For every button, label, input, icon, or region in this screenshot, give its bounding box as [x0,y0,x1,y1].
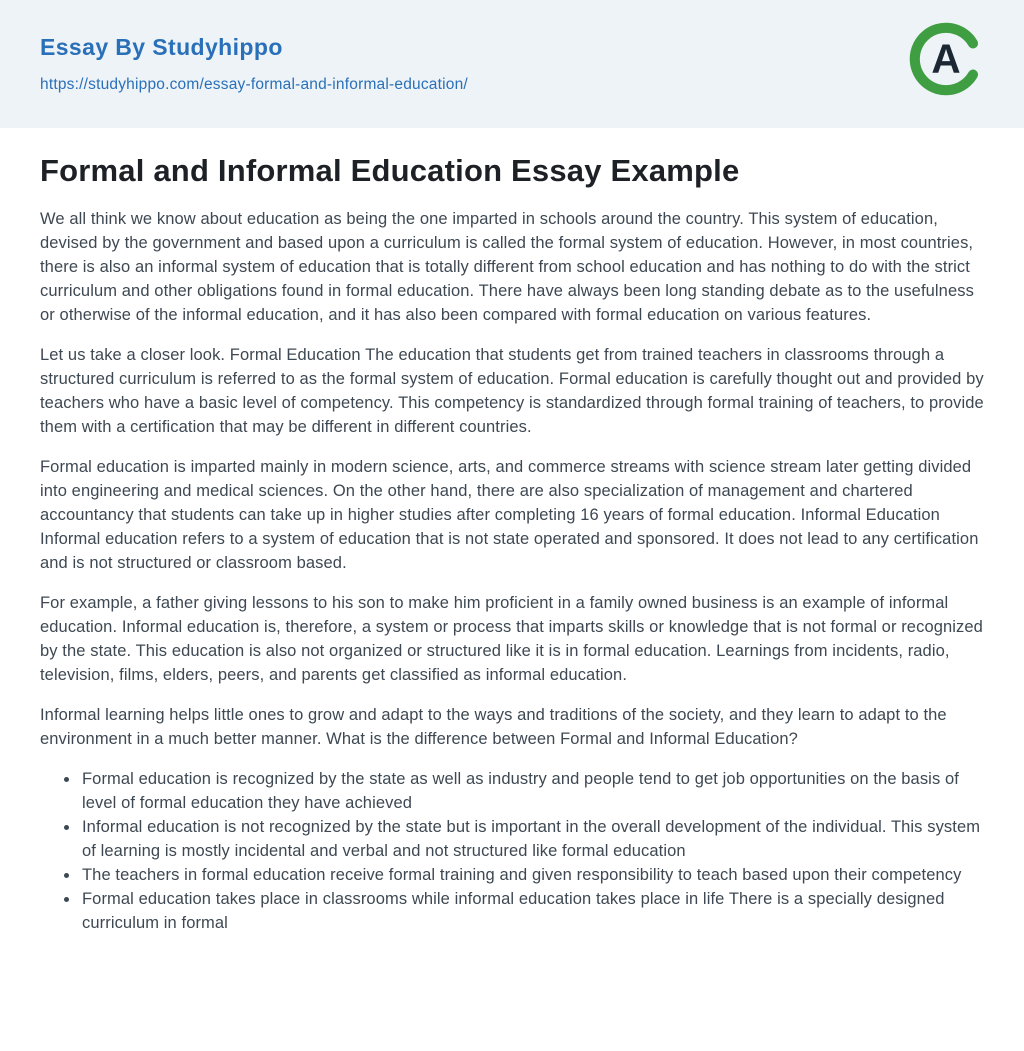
essay-bullet-item: • Formal education is recognized by the state as well as industry and people tend to get job opportunities on the basis of level of formal education they have achieved [80,767,984,815]
essay-title: Formal and Informal Education Essay Example [40,153,740,188]
essay-url-link[interactable]: https://studyhippo.com/essay-formal-and-informal-education/ [40,76,468,93]
studyhippo-logo-icon [907,20,985,98]
essay-paragraph: Formal education is imparted mainly in modern science, arts, and commerce streams with science stream later getting divided into engineering and medical sciences. On the other hand, there are also specialization of management and chartered accountancy that students can take up in higher studies after completing 16 years of formal education. Informal Education Informal education refers to a system of education that is not state operated and sponsored. It does not lead to any certification and is not structured or classroom based. [40,458,979,573]
essay-paragraph: Informal learning helps little ones to grow and adapt to the ways and traditions of the society, and they learn to adapt to the environment in a much better manner. What is the difference between Formal and Informal Education? [40,706,947,749]
essay-paragraph: For example, a father giving lessons to his son to make him proficient in a family owned business is an example of informal education. Informal education is, therefore, a system or process that imparts skills or knowledge that is not formal or recognized by the state. This education is also not organized or structured like it is in formal education. Learnings from incidents, radio, television, films, elders, peers, and parents get classified as informal education. [40,594,983,685]
site-title: Essay By Studyhippo [40,34,283,60]
essay-bullet-item: • The teachers in formal education receive formal training and given responsibility to teach based upon their competency [80,863,984,887]
essay-bullet-list [40,767,984,935]
essay-paragraph: We all think we know about education as being the one imparted in schools around the country. This system of education, devised by the government and based upon a curriculum is called the formal system of education. However, in most countries, there is also an informal system of education that is totally different from school education and has nothing to do with the strict curriculum and other obligations found in formal education. There have always been long standing debate as to the usefulness or otherwise of the informal education, and it has also been compared with formal education on various features. [40,210,974,325]
header-text-block [40,34,984,94]
logo-letter: A [931,35,961,82]
essay-content [0,128,1024,935]
essay-paragraph: Let us take a closer look. Formal Education The education that students get from trained teachers in classrooms through a structured curriculum is referred to as the formal system of education. Formal education is carefully thought out and provided by teachers who have a basic level of competency. This competency is standardized through formal training of teachers, to provide them with a certification that may be different in different countries. [40,346,984,437]
essay-bullet-item: • Informal education is not recognized by the state but is important in the overall development of the individual. This system of learning is mostly incidental and verbal and not structured like formal education [80,815,984,863]
page-header [0,0,1024,128]
essay-bullet-item: • Formal education takes place in classrooms while informal education takes place in life There is a specially designed curriculum in formal [80,887,984,935]
